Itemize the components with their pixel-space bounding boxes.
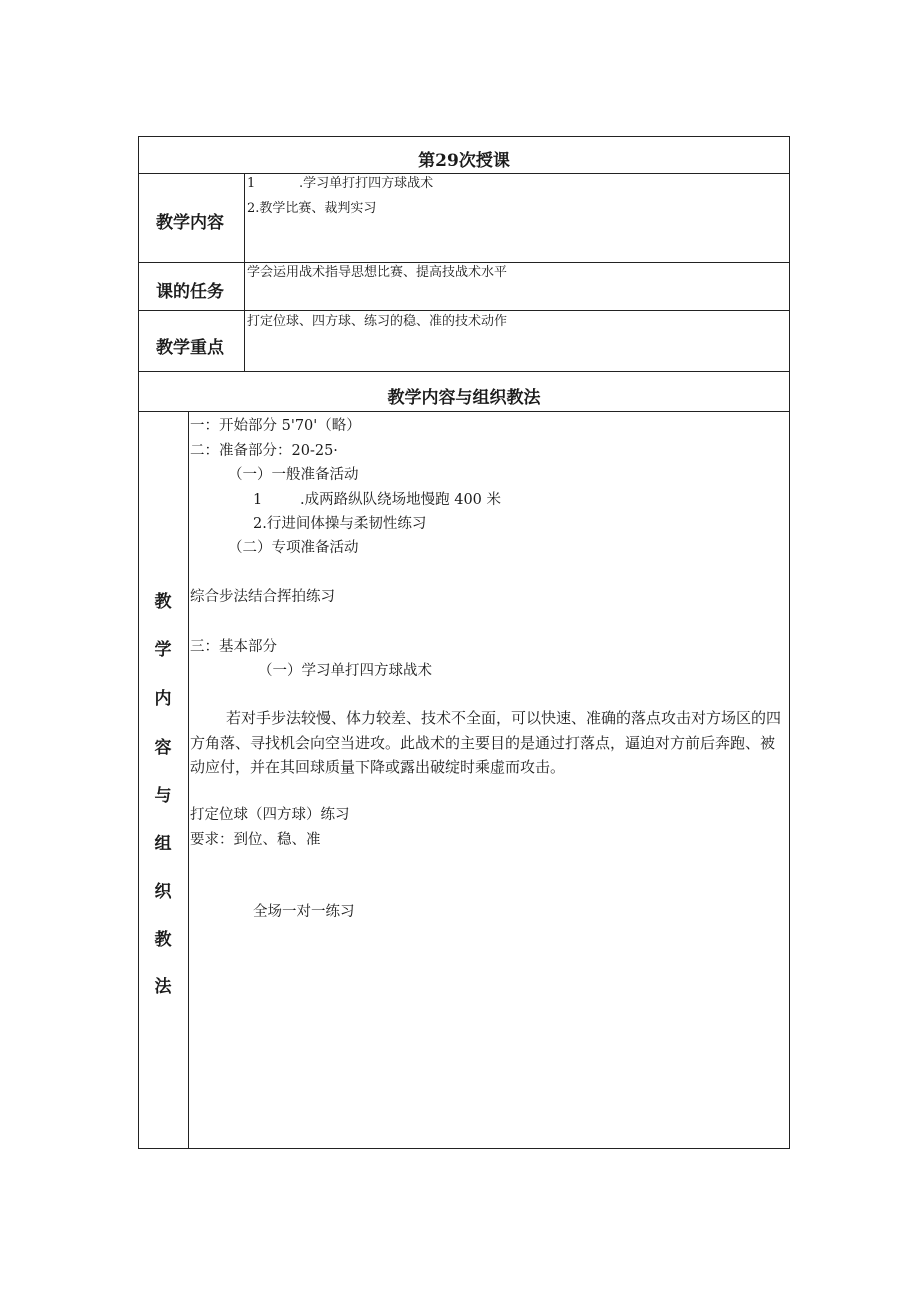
side-column-divider: [188, 411, 189, 1149]
lesson-title: 第29次授课: [418, 151, 510, 171]
row-divider: [138, 173, 790, 174]
side-label-char: 教: [154, 930, 172, 950]
content-item-1-number: 1: [247, 176, 256, 191]
content-label: 教学内容: [156, 213, 224, 233]
side-label-char: 教: [154, 592, 172, 612]
drill-requirements: 要求：到位、稳、准: [190, 832, 321, 848]
side-label-char: 与: [154, 786, 172, 806]
tactic-heading: （一）学习单打四方球战术: [258, 663, 432, 679]
task-label: 课的任务: [156, 282, 224, 302]
general-warmup-heading: （一）一般准备活动: [228, 467, 359, 483]
side-label-char: 内: [154, 689, 172, 709]
row-divider: [138, 371, 790, 372]
footwork-practice: 综合步法结合挥拍练习: [190, 589, 335, 605]
task-text: 学会运用战术指导思想比赛、提高技战术水平: [247, 265, 508, 280]
side-label-char: 学: [154, 640, 172, 660]
start-section: 一：开始部分 5'70'（略）: [190, 418, 361, 434]
side-label-char: 容: [154, 738, 172, 758]
tactic-description: 若对手步法较慢、体力较差、技术不全面，可以快速、准确的落点攻击对方场区的四方角落、寻找机会向空当进攻。此战术的主要目的是通过打落点，逼迫对方前后奔跑、被动应付，并在其回球质量下降或露出破绽时乘虚而攻击。: [190, 709, 782, 776]
row-divider: [138, 310, 790, 311]
warmup-section: 二：准备部分：20-25·: [190, 443, 338, 459]
warmup-item-1-number: 1: [253, 492, 263, 508]
row-divider: [138, 262, 790, 263]
section-title: 教学内容与组织教法: [387, 388, 541, 408]
side-label-char: 织: [154, 882, 172, 902]
full-court-drill: 全场一对一练习: [253, 904, 355, 920]
side-label-char: 组: [154, 834, 172, 854]
warmup-item-1-text: .成两路纵队绕场地慢跑 400 米: [300, 492, 502, 508]
side-label-char: 法: [154, 977, 172, 997]
focus-label: 教学重点: [156, 338, 224, 358]
content-item-1-text: .学习单打打四方球战术: [299, 176, 434, 191]
row-divider: [138, 411, 790, 412]
special-warmup-heading: （二）专项准备活动: [228, 540, 359, 556]
drill-title: 打定位球（四方球）练习: [190, 807, 350, 823]
basic-section: 三：基本部分: [190, 639, 277, 655]
label-column-divider: [244, 173, 245, 371]
warmup-item-2: 2.行进间体操与柔韧性练习: [253, 516, 427, 532]
focus-text: 打定位球、四方球、练习的稳、准的技术动作: [247, 314, 508, 329]
content-item-2: 2.教学比赛、裁判实习: [247, 201, 377, 216]
